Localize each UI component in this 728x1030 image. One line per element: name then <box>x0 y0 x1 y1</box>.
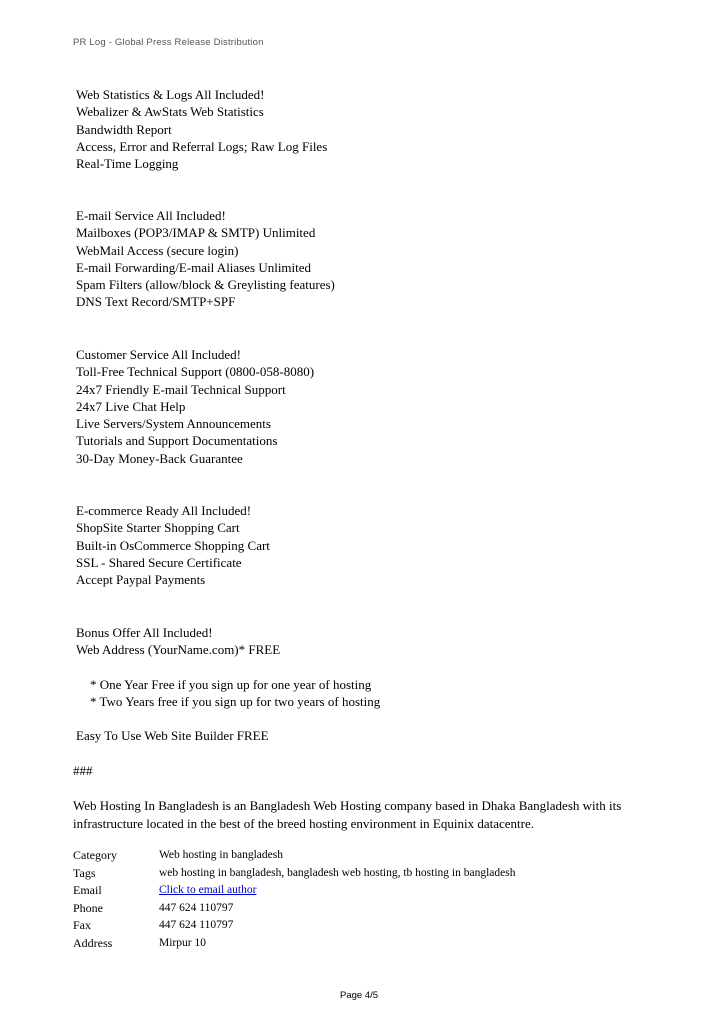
page-number: Page 4/5 <box>340 990 379 1001</box>
meta-label: Tags <box>73 865 96 880</box>
feature-line: Web Address (YourName.com)* FREE <box>76 642 281 658</box>
separator: ### <box>73 763 93 778</box>
feature-line: 24x7 Live Chat Help <box>76 398 186 414</box>
feature-line: Tutorials and Support Documentations <box>76 433 278 449</box>
meta-label: Email <box>73 883 102 897</box>
feature-line: Mailboxes (POP3/IMAP & SMTP) Unlimited <box>76 225 316 241</box>
section-heading: E-mail Service All Included! <box>76 208 226 223</box>
feature-line: Bandwidth Report <box>76 121 172 137</box>
feature-line: 30-Day Money-Back Guarantee <box>76 450 243 466</box>
section-heading: Customer Service All Included! <box>76 347 241 362</box>
meta-label: Category <box>73 848 117 862</box>
feature-line: Real-Time Logging <box>76 156 179 172</box>
meta-value: 447 624 110797 <box>159 901 234 914</box>
bonus-note: * One Year Free if you sign up for one year of hosting <box>90 677 372 692</box>
feature-line: E-mail Forwarding/E-mail Aliases Unlimited <box>76 259 312 275</box>
meta-label: Fax <box>73 918 91 932</box>
meta-value: Mirpur 10 <box>159 936 206 949</box>
feature-line: Spam Filters (allow/block & Greylisting features) <box>76 277 335 293</box>
feature-line: Toll-Free Technical Support (0800-058-8080) <box>76 364 315 380</box>
meta-value: 447 624 110797 <box>159 919 234 931</box>
meta-value: web hosting in bangladesh, bangladesh web hosting, tb hosting in bangladesh <box>159 866 516 879</box>
document-header: PR Log - Global Press Release Distribution <box>73 37 264 48</box>
feature-line: Live Servers/System Announcements <box>76 416 271 432</box>
feature-line: SSL - Shared Secure Certificate <box>76 554 242 570</box>
feature-line: ShopSite Starter Shopping Cart <box>76 520 240 536</box>
web-statistics-section <box>76 86 327 172</box>
feature-line: Webalizer & AwStats Web Statistics <box>76 104 264 120</box>
meta-label: Address <box>73 935 113 950</box>
site-builder-line: Easy To Use Web Site Builder FREE <box>76 728 269 743</box>
bonus-section <box>76 624 280 659</box>
bonus-note: * Two Years free if you sign up for two years of hosting <box>90 694 381 710</box>
about-paragraph: Web Hosting In Bangladesh is an Bangladesh Web Hosting company based in Dhaka Bangladesh with its infrastructure located in the best of the breed hosting environment in Equinix datacentre. <box>73 798 622 831</box>
feature-line: Access, Error and Referral Logs; Raw Log Files <box>76 138 328 154</box>
section-heading: Web Statistics & Logs All Included! <box>76 87 265 102</box>
feature-line: WebMail Access (secure login) <box>76 242 239 258</box>
feature-line: Built-in OsCommerce Shopping Cart <box>76 537 270 553</box>
feature-line: 24x7 Friendly E-mail Technical Support <box>76 381 286 397</box>
feature-line: DNS Text Record/SMTP+SPF <box>76 294 236 310</box>
customer-service-section <box>76 346 314 467</box>
ecommerce-section <box>76 502 270 588</box>
meta-label: Phone <box>73 900 103 915</box>
section-heading: E-commerce Ready All Included! <box>76 503 252 518</box>
section-heading: Bonus Offer All Included! <box>76 625 213 640</box>
email-author-link[interactable]: Click to email author <box>159 884 257 896</box>
bonus-notes <box>90 676 380 711</box>
feature-line: Accept Paypal Payments <box>76 572 206 588</box>
meta-value: Web hosting in bangladesh <box>159 849 283 861</box>
email-service-section <box>76 207 335 311</box>
